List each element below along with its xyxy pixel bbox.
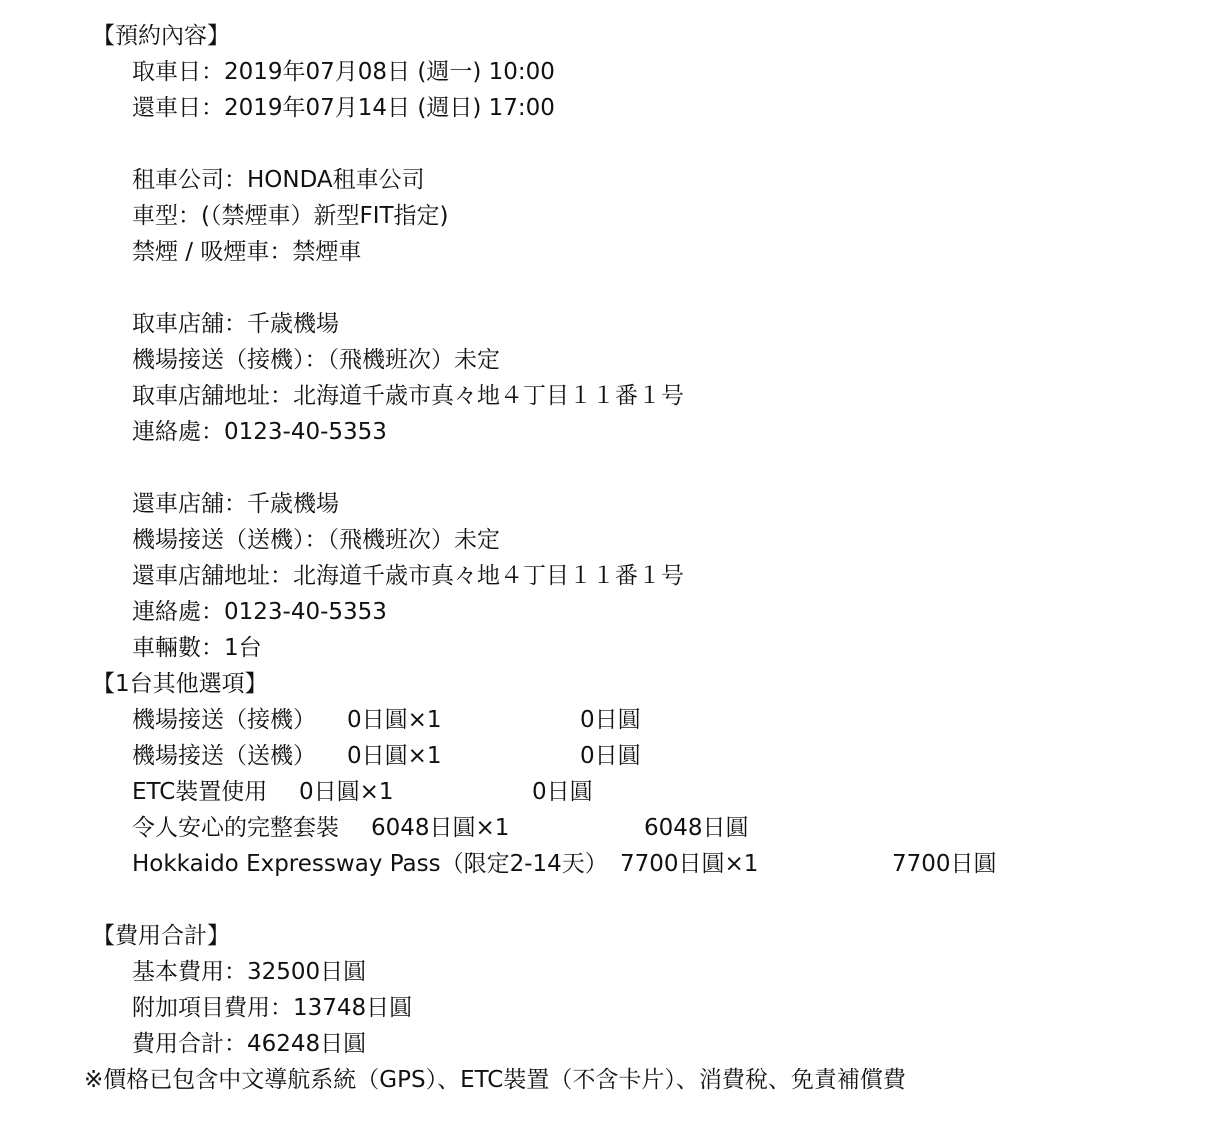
option-name: 機場接送（接機） xyxy=(132,707,316,733)
option-total: 6048日圓 xyxy=(644,815,749,841)
base-fee: 基本費用：32500日圓 xyxy=(132,959,367,985)
total-fee: 費用合計：46248日圓 xyxy=(132,1031,367,1057)
smoking-type: 禁煙 / 吸煙車：禁煙車 xyxy=(132,239,362,265)
option-total: 0日圓 xyxy=(532,779,593,805)
option-total: 0日圓 xyxy=(580,707,641,733)
option-name: 令人安心的完整套裝 xyxy=(132,815,339,841)
return-address: 還車店舖地址：北海道千歳市真々地４丁目１１番１号 xyxy=(132,563,684,589)
options-heading: 【1台其他選項】 xyxy=(92,671,268,697)
vehicle-count: 車輛數：1台 xyxy=(132,635,262,661)
totals-heading: 【費用合計】 xyxy=(92,923,230,949)
option-total: 0日圓 xyxy=(580,743,641,769)
option-unit-price: 0日圓×1 xyxy=(347,707,442,733)
option-unit-price: 7700日圓×1 xyxy=(620,851,759,877)
car-type: 車型：(（禁煙車）新型FIT指定) xyxy=(132,203,449,229)
option-unit-price: 6048日圓×1 xyxy=(371,815,510,841)
return-store: 還車店舖：千歳機場 xyxy=(132,491,339,517)
option-name: Hokkaido Expressway Pass（限定2-14天） xyxy=(132,851,608,877)
rental-company: 租車公司：HONDA租車公司 xyxy=(132,167,425,193)
addon-fee: 附加項目費用：13748日圓 xyxy=(132,995,413,1021)
return-transfer: 機場接送（送機）：（飛機班次）未定 xyxy=(132,527,500,553)
option-name: 機場接送（送機） xyxy=(132,743,316,769)
option-unit-price: 0日圓×1 xyxy=(299,779,394,805)
option-total: 7700日圓 xyxy=(892,851,997,877)
price-note: ※價格已包含中文導航系統（GPS）、ETC裝置（不含卡片）、消費稅、免責補償費 xyxy=(84,1067,906,1093)
pickup-date: 取車日：2019年07月08日 (週一) 10:00 xyxy=(132,59,555,85)
option-name: ETC裝置使用 xyxy=(132,779,268,805)
reservation-heading: 【預約內容】 xyxy=(92,23,230,49)
pickup-store: 取車店舖：千歳機場 xyxy=(132,311,339,337)
pickup-contact: 連絡處：0123-40-5353 xyxy=(132,419,387,445)
pickup-transfer: 機場接送（接機）：（飛機班次）未定 xyxy=(132,347,500,373)
return-date: 還車日：2019年07月14日 (週日) 17:00 xyxy=(132,95,555,121)
return-contact: 連絡處：0123-40-5353 xyxy=(132,599,387,625)
option-unit-price: 0日圓×1 xyxy=(347,743,442,769)
pickup-address: 取車店舖地址：北海道千歳市真々地４丁目１１番１号 xyxy=(132,383,684,409)
